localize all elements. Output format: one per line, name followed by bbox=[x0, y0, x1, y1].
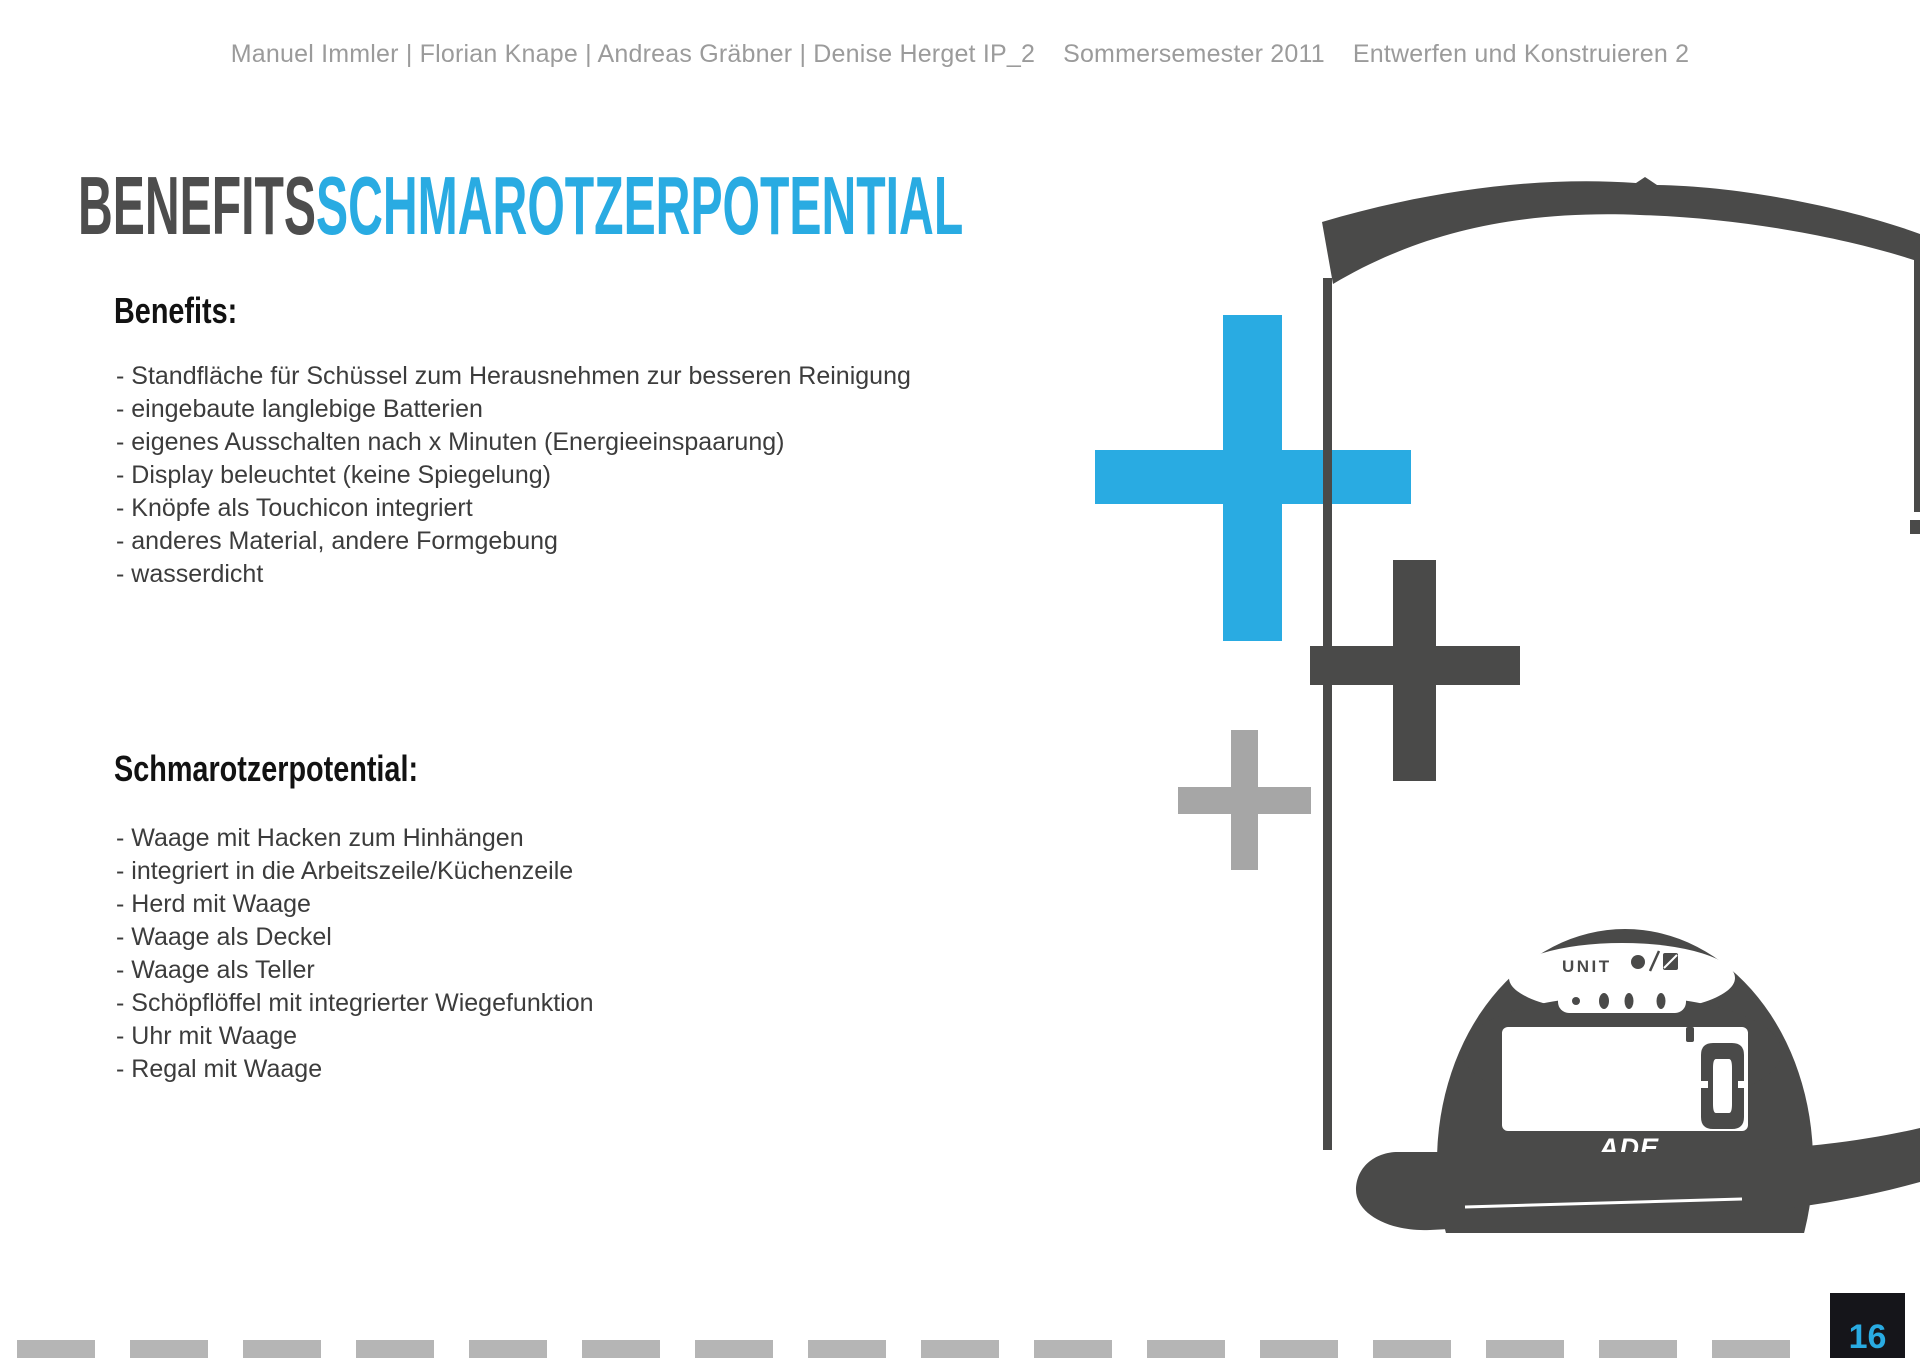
slide-header bbox=[0, 40, 1920, 69]
kitchen-scale-illustration bbox=[1080, 166, 1920, 1233]
benefits-heading: Benefits: bbox=[114, 290, 238, 331]
plus-icon-small-gray bbox=[1178, 730, 1311, 870]
plus-icon-large-blue bbox=[1095, 315, 1411, 641]
scale-left-edge bbox=[1323, 278, 1332, 1150]
brand-logo: ADE bbox=[1599, 1133, 1660, 1163]
benefits-list bbox=[116, 360, 911, 591]
list-item: - Waage als Teller bbox=[116, 956, 315, 984]
list-item: - integriert in die Arbeitszeile/Küchenzeile bbox=[116, 857, 574, 885]
list-item: - wasserdicht bbox=[116, 560, 264, 588]
unit-label: UNIT bbox=[1562, 957, 1612, 976]
schmarotzerpotential-heading: Schmarotzerpotential: bbox=[114, 748, 419, 789]
page-title-benefits: BENEFITS bbox=[78, 159, 317, 252]
schmarotzerpotential-list bbox=[116, 822, 594, 1086]
list-item: - Waage mit Hacken zum Hinhängen bbox=[116, 824, 524, 852]
header-authors: Manuel Immler | Florian Knape | Andreas Gräbner | Denise Herget IP_2 bbox=[230, 40, 1036, 68]
list-item: - Uhr mit Waage bbox=[116, 1022, 298, 1050]
header-semester: Sommersemester 2011 bbox=[1063, 40, 1325, 68]
list-item: - Knöpfe als Touchicon integriert bbox=[116, 494, 473, 522]
scale-right-edge bbox=[1914, 260, 1920, 512]
page-title bbox=[78, 159, 964, 252]
plus-icon-medium-dark bbox=[1310, 560, 1520, 781]
list-item: - eigenes Ausschalten nach x Minuten (Energieeinspaarung) bbox=[116, 428, 785, 456]
list-item: - Regal mit Waage bbox=[116, 1055, 323, 1083]
list-item: - Herd mit Waage bbox=[116, 890, 311, 918]
page-number-badge bbox=[1830, 1293, 1905, 1358]
list-item: - Standfläche für Schüssel zum Herausnehmen zur besseren Reinigung bbox=[116, 362, 911, 390]
list-item: - Display beleuchtet (keine Spiegelung) bbox=[116, 461, 551, 489]
header-course: Entwerfen und Konstruieren 2 bbox=[1352, 40, 1690, 68]
list-item: - eingebaute langlebige Batterien bbox=[116, 395, 483, 423]
page-number: 16 bbox=[1848, 1318, 1887, 1356]
scale-top-band bbox=[1322, 177, 1920, 284]
list-item: - anderes Material, andere Formgebung bbox=[116, 527, 558, 555]
scale-right-notch bbox=[1910, 520, 1920, 534]
list-item: - Schöpflöffel mit integrierter Wiegefunktion bbox=[116, 989, 594, 1017]
list-item: - Waage als Deckel bbox=[116, 923, 332, 951]
page-title-schmarotzerpotential: SCHMAROTZERPOTENTIAL bbox=[316, 159, 964, 252]
footer-dash-pattern bbox=[17, 1340, 1796, 1358]
lcd-notch bbox=[1686, 1027, 1694, 1042]
